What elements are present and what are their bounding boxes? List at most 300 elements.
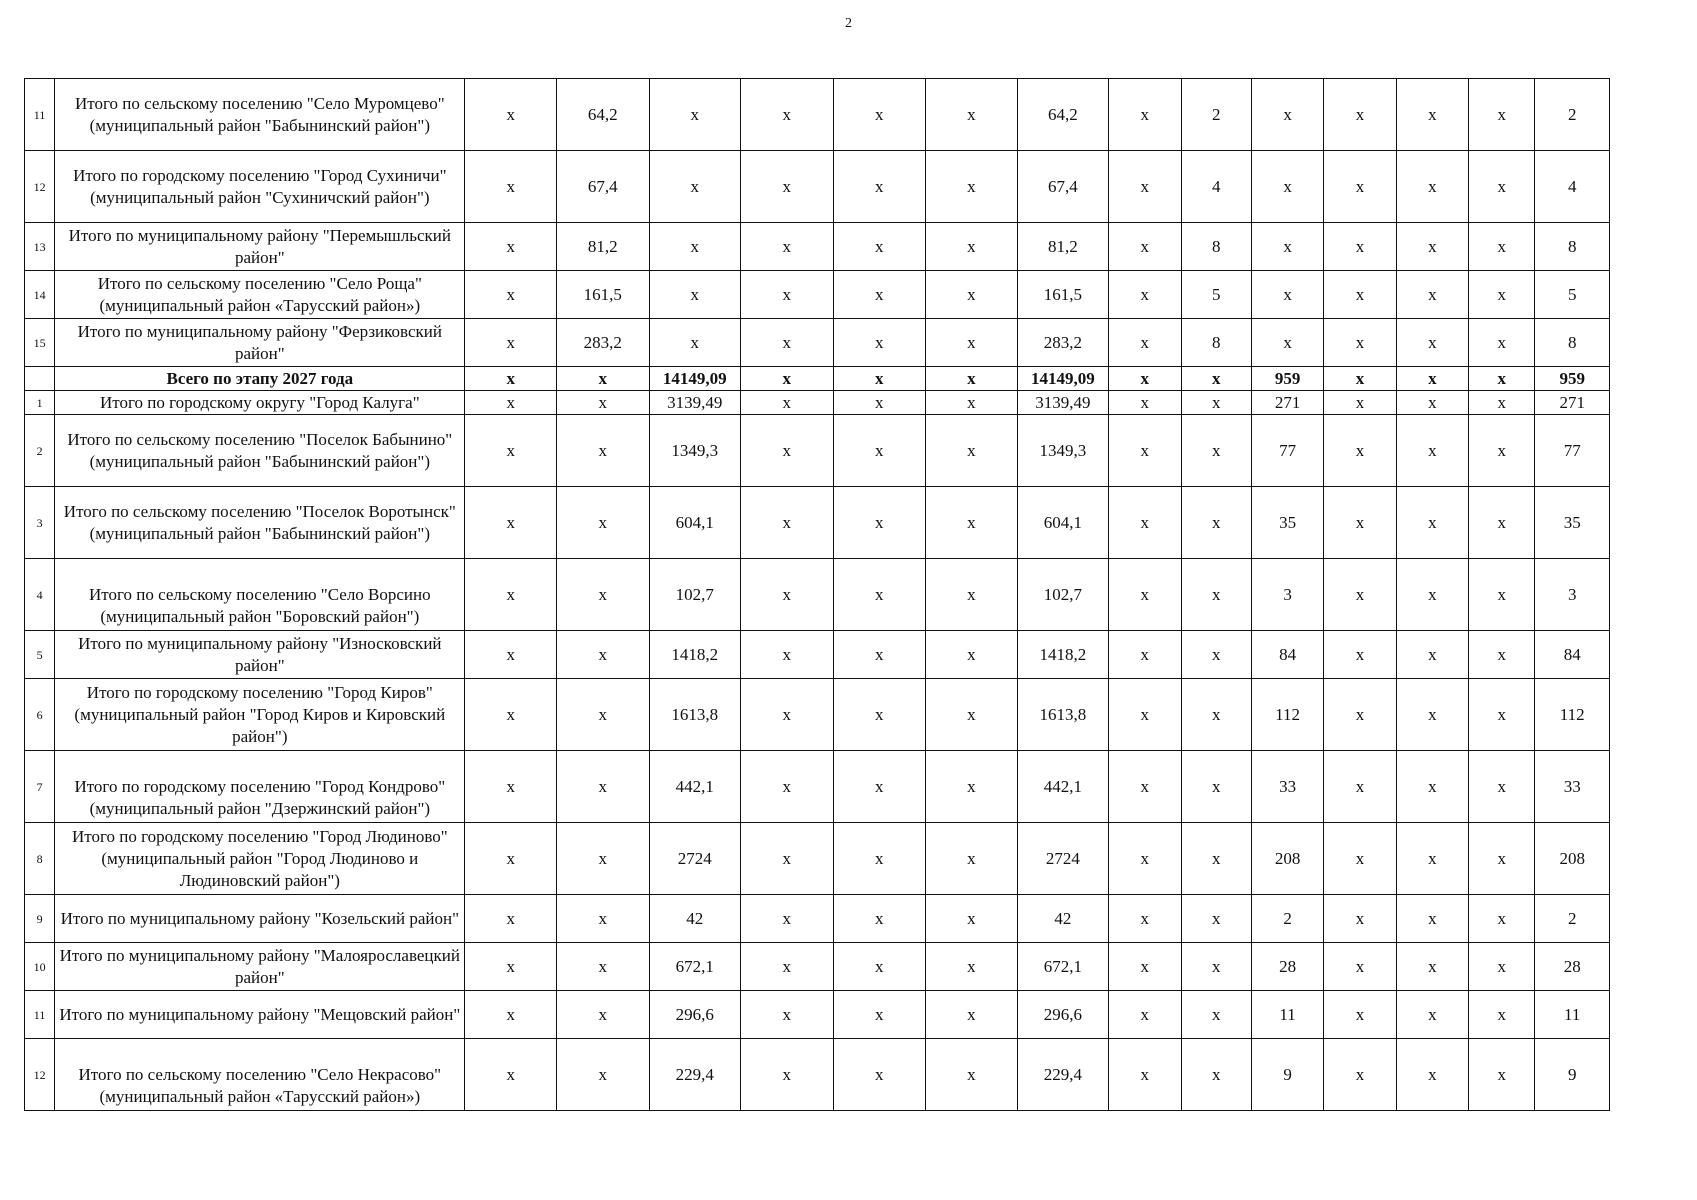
- value-cell: x: [465, 223, 557, 271]
- value-cell: x: [1324, 79, 1396, 151]
- value-cell: x: [741, 319, 834, 367]
- value-cell: x: [926, 679, 1018, 751]
- value-cell: x: [1396, 895, 1468, 943]
- value-cell: x: [1181, 391, 1251, 415]
- value-cell: x: [926, 559, 1018, 631]
- value-cell: x: [926, 895, 1018, 943]
- value-cell: 296,6: [649, 991, 741, 1039]
- value-cell: x: [1469, 631, 1535, 679]
- value-cell: 604,1: [1017, 487, 1109, 559]
- value-cell: x: [1181, 367, 1251, 391]
- value-cell: 112: [1251, 679, 1323, 751]
- value-cell: x: [833, 271, 926, 319]
- value-cell: 67,4: [1017, 151, 1109, 223]
- value-cell: 1613,8: [1017, 679, 1109, 751]
- table-row: [25, 751, 1610, 823]
- value-cell: 2: [1535, 79, 1610, 151]
- value-cell: x: [1396, 943, 1468, 991]
- row-name: Итого по городскому поселению "Город Людиново" (муниципальный район "Город Людиново и Людиновский район"): [55, 823, 465, 895]
- value-cell: x: [926, 223, 1018, 271]
- value-cell: x: [1469, 223, 1535, 271]
- row-name: Итого по муниципальному району "Перемышльский район": [55, 223, 465, 271]
- value-cell: x: [741, 823, 834, 895]
- value-cell: x: [1109, 679, 1181, 751]
- table-row: [25, 223, 1610, 271]
- value-cell: 229,4: [1017, 1039, 1109, 1111]
- value-cell: 11: [1535, 991, 1610, 1039]
- table-row: [25, 823, 1610, 895]
- value-cell: x: [465, 367, 557, 391]
- row-number: 13: [25, 223, 55, 271]
- row-number: 2: [25, 415, 55, 487]
- value-cell: 42: [649, 895, 741, 943]
- row-name: Всего по этапу 2027 года: [55, 367, 465, 391]
- value-cell: x: [926, 151, 1018, 223]
- row-name: Итого по муниципальному району "Мещовский район": [55, 991, 465, 1039]
- value-cell: x: [1109, 487, 1181, 559]
- value-cell: 959: [1251, 367, 1323, 391]
- value-cell: x: [1109, 391, 1181, 415]
- value-cell: x: [833, 79, 926, 151]
- value-cell: 2724: [649, 823, 741, 895]
- value-cell: x: [465, 319, 557, 367]
- value-cell: x: [465, 151, 557, 223]
- value-cell: 442,1: [1017, 751, 1109, 823]
- row-name: Итого по муниципальному району "Ферзиковский район": [55, 319, 465, 367]
- value-cell: 2: [1251, 895, 1323, 943]
- row-number: 15: [25, 319, 55, 367]
- value-cell: x: [1324, 391, 1396, 415]
- value-cell: x: [926, 1039, 1018, 1111]
- row-number: 7: [25, 751, 55, 823]
- value-cell: x: [1109, 223, 1181, 271]
- row-number: 11: [25, 79, 55, 151]
- value-cell: x: [1251, 319, 1323, 367]
- value-cell: x: [1109, 1039, 1181, 1111]
- value-cell: x: [926, 943, 1018, 991]
- value-cell: 9: [1535, 1039, 1610, 1111]
- value-cell: 8: [1181, 223, 1251, 271]
- value-cell: 3139,49: [649, 391, 741, 415]
- value-cell: x: [1109, 415, 1181, 487]
- value-cell: 28: [1251, 943, 1323, 991]
- value-cell: x: [465, 1039, 557, 1111]
- value-cell: 42: [1017, 895, 1109, 943]
- row-name: Итого по сельскому поселению "Поселок Воротынск" (муниципальный район "Бабынинский район"): [55, 487, 465, 559]
- value-cell: x: [833, 943, 926, 991]
- value-cell: 4: [1181, 151, 1251, 223]
- value-cell: x: [1469, 823, 1535, 895]
- value-cell: 271: [1535, 391, 1610, 415]
- value-cell: x: [1181, 1039, 1251, 1111]
- value-cell: 8: [1535, 319, 1610, 367]
- value-cell: x: [833, 559, 926, 631]
- table-row: [25, 559, 1610, 631]
- value-cell: x: [1396, 631, 1468, 679]
- table-body: [25, 79, 1610, 1111]
- value-cell: 67,4: [557, 151, 650, 223]
- value-cell: x: [1469, 151, 1535, 223]
- row-name: Итого по городскому поселению "Город Киров" (муниципальный район "Город Киров и Кировский район"): [55, 679, 465, 751]
- value-cell: x: [741, 991, 834, 1039]
- value-cell: 35: [1251, 487, 1323, 559]
- value-cell: x: [741, 487, 834, 559]
- value-cell: x: [926, 487, 1018, 559]
- value-cell: x: [1324, 823, 1396, 895]
- table-row: [25, 991, 1610, 1039]
- value-cell: x: [833, 751, 926, 823]
- row-number: 10: [25, 943, 55, 991]
- value-cell: x: [833, 415, 926, 487]
- row-name: Итого по сельскому поселению "Поселок Бабынино" (муниципальный район "Бабынинский район"): [55, 415, 465, 487]
- value-cell: x: [1251, 151, 1323, 223]
- value-cell: 959: [1535, 367, 1610, 391]
- value-cell: x: [1109, 943, 1181, 991]
- value-cell: 1349,3: [649, 415, 741, 487]
- value-cell: x: [741, 1039, 834, 1111]
- value-cell: x: [557, 367, 650, 391]
- value-cell: x: [1324, 151, 1396, 223]
- value-cell: x: [1324, 559, 1396, 631]
- value-cell: x: [1396, 391, 1468, 415]
- table-row: [25, 79, 1610, 151]
- value-cell: 229,4: [649, 1039, 741, 1111]
- value-cell: x: [1396, 271, 1468, 319]
- value-cell: x: [1396, 1039, 1468, 1111]
- value-cell: x: [1396, 751, 1468, 823]
- table-row: [25, 895, 1610, 943]
- value-cell: x: [1324, 223, 1396, 271]
- value-cell: x: [465, 415, 557, 487]
- value-cell: 208: [1535, 823, 1610, 895]
- value-cell: x: [1469, 391, 1535, 415]
- value-cell: x: [1181, 559, 1251, 631]
- row-name: Итого по городскому поселению "Город Кондрово" (муниципальный район "Дзержинский район"): [55, 751, 465, 823]
- value-cell: x: [465, 751, 557, 823]
- value-cell: 77: [1535, 415, 1610, 487]
- value-cell: x: [741, 559, 834, 631]
- row-number: [25, 367, 55, 391]
- value-cell: 64,2: [557, 79, 650, 151]
- value-cell: 271: [1251, 391, 1323, 415]
- value-cell: x: [1251, 271, 1323, 319]
- table-row: [25, 415, 1610, 487]
- value-cell: x: [465, 943, 557, 991]
- value-cell: x: [465, 991, 557, 1039]
- table-row: [25, 319, 1610, 367]
- value-cell: 208: [1251, 823, 1323, 895]
- value-cell: 672,1: [1017, 943, 1109, 991]
- value-cell: 33: [1251, 751, 1323, 823]
- value-cell: x: [1324, 895, 1396, 943]
- row-number: 11: [25, 991, 55, 1039]
- value-cell: 161,5: [557, 271, 650, 319]
- value-cell: x: [649, 271, 741, 319]
- table-row: [25, 631, 1610, 679]
- value-cell: x: [557, 823, 650, 895]
- value-cell: x: [649, 79, 741, 151]
- value-cell: 8: [1181, 319, 1251, 367]
- value-cell: 102,7: [649, 559, 741, 631]
- value-cell: x: [741, 679, 834, 751]
- value-cell: x: [1469, 679, 1535, 751]
- value-cell: x: [833, 487, 926, 559]
- value-cell: x: [465, 823, 557, 895]
- value-cell: x: [926, 751, 1018, 823]
- value-cell: x: [833, 319, 926, 367]
- value-cell: x: [833, 367, 926, 391]
- value-cell: x: [1396, 559, 1468, 631]
- value-cell: x: [1109, 895, 1181, 943]
- value-cell: 33: [1535, 751, 1610, 823]
- value-cell: x: [1396, 487, 1468, 559]
- row-name: Итого по муниципальному району "Малоярославецкий район": [55, 943, 465, 991]
- value-cell: 77: [1251, 415, 1323, 487]
- value-cell: 102,7: [1017, 559, 1109, 631]
- value-cell: 81,2: [557, 223, 650, 271]
- value-cell: x: [465, 895, 557, 943]
- value-cell: 3: [1535, 559, 1610, 631]
- value-cell: x: [465, 631, 557, 679]
- row-number: 3: [25, 487, 55, 559]
- value-cell: x: [557, 415, 650, 487]
- value-cell: 1418,2: [1017, 631, 1109, 679]
- value-cell: x: [1109, 79, 1181, 151]
- value-cell: x: [926, 823, 1018, 895]
- data-table: [24, 78, 1610, 1111]
- value-cell: x: [1251, 223, 1323, 271]
- value-cell: x: [926, 319, 1018, 367]
- value-cell: x: [741, 751, 834, 823]
- value-cell: x: [1109, 991, 1181, 1039]
- value-cell: x: [1324, 679, 1396, 751]
- value-cell: x: [926, 631, 1018, 679]
- value-cell: x: [926, 415, 1018, 487]
- value-cell: 64,2: [1017, 79, 1109, 151]
- value-cell: 672,1: [649, 943, 741, 991]
- value-cell: x: [649, 151, 741, 223]
- value-cell: x: [465, 487, 557, 559]
- row-number: 9: [25, 895, 55, 943]
- value-cell: 11: [1251, 991, 1323, 1039]
- value-cell: x: [926, 271, 1018, 319]
- value-cell: x: [1396, 415, 1468, 487]
- value-cell: x: [1181, 679, 1251, 751]
- value-cell: x: [557, 991, 650, 1039]
- value-cell: x: [465, 79, 557, 151]
- value-cell: x: [1469, 415, 1535, 487]
- value-cell: x: [1181, 751, 1251, 823]
- value-cell: x: [1469, 79, 1535, 151]
- table-row: [25, 943, 1610, 991]
- value-cell: x: [1469, 271, 1535, 319]
- value-cell: x: [926, 991, 1018, 1039]
- value-cell: x: [1396, 367, 1468, 391]
- row-number: 1: [25, 391, 55, 415]
- value-cell: x: [1181, 631, 1251, 679]
- value-cell: x: [1396, 823, 1468, 895]
- row-number: 8: [25, 823, 55, 895]
- value-cell: 35: [1535, 487, 1610, 559]
- value-cell: 81,2: [1017, 223, 1109, 271]
- table-row: [25, 151, 1610, 223]
- value-cell: x: [1469, 487, 1535, 559]
- value-cell: x: [833, 631, 926, 679]
- value-cell: x: [1469, 991, 1535, 1039]
- value-cell: x: [1109, 319, 1181, 367]
- value-cell: 112: [1535, 679, 1610, 751]
- value-cell: x: [741, 631, 834, 679]
- value-cell: x: [741, 391, 834, 415]
- value-cell: x: [1324, 991, 1396, 1039]
- value-cell: x: [1469, 559, 1535, 631]
- value-cell: 14149,09: [649, 367, 741, 391]
- value-cell: 2: [1181, 79, 1251, 151]
- value-cell: x: [926, 367, 1018, 391]
- value-cell: 442,1: [649, 751, 741, 823]
- value-cell: x: [465, 391, 557, 415]
- value-cell: 3139,49: [1017, 391, 1109, 415]
- value-cell: 604,1: [649, 487, 741, 559]
- row-name: Итого по городскому округу "Город Калуга": [55, 391, 465, 415]
- value-cell: x: [1469, 367, 1535, 391]
- value-cell: x: [741, 943, 834, 991]
- value-cell: x: [741, 367, 834, 391]
- value-cell: x: [926, 79, 1018, 151]
- value-cell: x: [557, 559, 650, 631]
- value-cell: x: [833, 991, 926, 1039]
- value-cell: 5: [1535, 271, 1610, 319]
- value-cell: 1418,2: [649, 631, 741, 679]
- table-row: [25, 1039, 1610, 1111]
- value-cell: x: [557, 751, 650, 823]
- value-cell: x: [649, 319, 741, 367]
- row-number: 4: [25, 559, 55, 631]
- page-number: 2: [845, 16, 852, 31]
- value-cell: 296,6: [1017, 991, 1109, 1039]
- value-cell: x: [1469, 751, 1535, 823]
- row-number: 12: [25, 151, 55, 223]
- row-number: 6: [25, 679, 55, 751]
- value-cell: 9: [1251, 1039, 1323, 1111]
- value-cell: x: [833, 391, 926, 415]
- value-cell: 283,2: [1017, 319, 1109, 367]
- value-cell: x: [1469, 943, 1535, 991]
- value-cell: x: [1396, 319, 1468, 367]
- value-cell: x: [833, 223, 926, 271]
- value-cell: x: [1109, 823, 1181, 895]
- value-cell: x: [557, 895, 650, 943]
- value-cell: x: [1181, 943, 1251, 991]
- value-cell: x: [1109, 559, 1181, 631]
- value-cell: x: [1251, 79, 1323, 151]
- value-cell: x: [833, 823, 926, 895]
- value-cell: 5: [1181, 271, 1251, 319]
- value-cell: x: [1469, 319, 1535, 367]
- value-cell: x: [1324, 487, 1396, 559]
- value-cell: 2: [1535, 895, 1610, 943]
- value-cell: x: [1469, 895, 1535, 943]
- value-cell: x: [1324, 271, 1396, 319]
- value-cell: x: [1396, 679, 1468, 751]
- row-name: Итого по сельскому поселению "Село Некрасово" (муниципальный район «Тарусский район»): [55, 1039, 465, 1111]
- value-cell: x: [1109, 151, 1181, 223]
- row-name: Итого по сельскому поселению "Село Роща" (муниципальный район «Тарусский район»): [55, 271, 465, 319]
- value-cell: x: [1396, 151, 1468, 223]
- value-cell: 4: [1535, 151, 1610, 223]
- value-cell: x: [1181, 823, 1251, 895]
- value-cell: 84: [1535, 631, 1610, 679]
- value-cell: 283,2: [557, 319, 650, 367]
- value-cell: x: [1469, 1039, 1535, 1111]
- value-cell: x: [741, 271, 834, 319]
- value-cell: 3: [1251, 559, 1323, 631]
- table-row: [25, 487, 1610, 559]
- value-cell: x: [833, 679, 926, 751]
- value-cell: x: [833, 151, 926, 223]
- table-total-row: [25, 367, 1610, 391]
- value-cell: x: [1181, 415, 1251, 487]
- value-cell: x: [557, 487, 650, 559]
- value-cell: x: [649, 223, 741, 271]
- value-cell: 84: [1251, 631, 1323, 679]
- value-cell: x: [1396, 223, 1468, 271]
- value-cell: x: [926, 391, 1018, 415]
- value-cell: x: [1181, 991, 1251, 1039]
- value-cell: x: [557, 679, 650, 751]
- value-cell: x: [557, 631, 650, 679]
- value-cell: 1613,8: [649, 679, 741, 751]
- value-cell: x: [557, 1039, 650, 1111]
- value-cell: x: [1181, 487, 1251, 559]
- value-cell: x: [1109, 271, 1181, 319]
- value-cell: x: [1181, 895, 1251, 943]
- value-cell: x: [1324, 1039, 1396, 1111]
- value-cell: x: [1396, 991, 1468, 1039]
- value-cell: x: [1324, 415, 1396, 487]
- row-number: 5: [25, 631, 55, 679]
- value-cell: x: [741, 79, 834, 151]
- row-name: Итого по сельскому поселению "Село Муромцево" (муниципальный район "Бабынинский район"): [55, 79, 465, 151]
- row-name: Итого по муниципальному району "Износковский район": [55, 631, 465, 679]
- value-cell: 8: [1535, 223, 1610, 271]
- value-cell: x: [1324, 319, 1396, 367]
- value-cell: 14149,09: [1017, 367, 1109, 391]
- value-cell: x: [741, 415, 834, 487]
- value-cell: x: [557, 391, 650, 415]
- row-number: 12: [25, 1039, 55, 1111]
- table-row: [25, 679, 1610, 751]
- value-cell: x: [741, 151, 834, 223]
- value-cell: x: [1109, 751, 1181, 823]
- row-name: Итого по муниципальному району "Козельский район": [55, 895, 465, 943]
- value-cell: x: [1396, 79, 1468, 151]
- value-cell: x: [741, 895, 834, 943]
- row-number: 14: [25, 271, 55, 319]
- value-cell: x: [1324, 367, 1396, 391]
- value-cell: x: [741, 223, 834, 271]
- value-cell: x: [1109, 367, 1181, 391]
- value-cell: 1349,3: [1017, 415, 1109, 487]
- value-cell: x: [465, 559, 557, 631]
- value-cell: x: [1324, 631, 1396, 679]
- value-cell: x: [557, 943, 650, 991]
- table-row: [25, 271, 1610, 319]
- value-cell: x: [1324, 943, 1396, 991]
- value-cell: x: [1324, 751, 1396, 823]
- value-cell: 2724: [1017, 823, 1109, 895]
- value-cell: 161,5: [1017, 271, 1109, 319]
